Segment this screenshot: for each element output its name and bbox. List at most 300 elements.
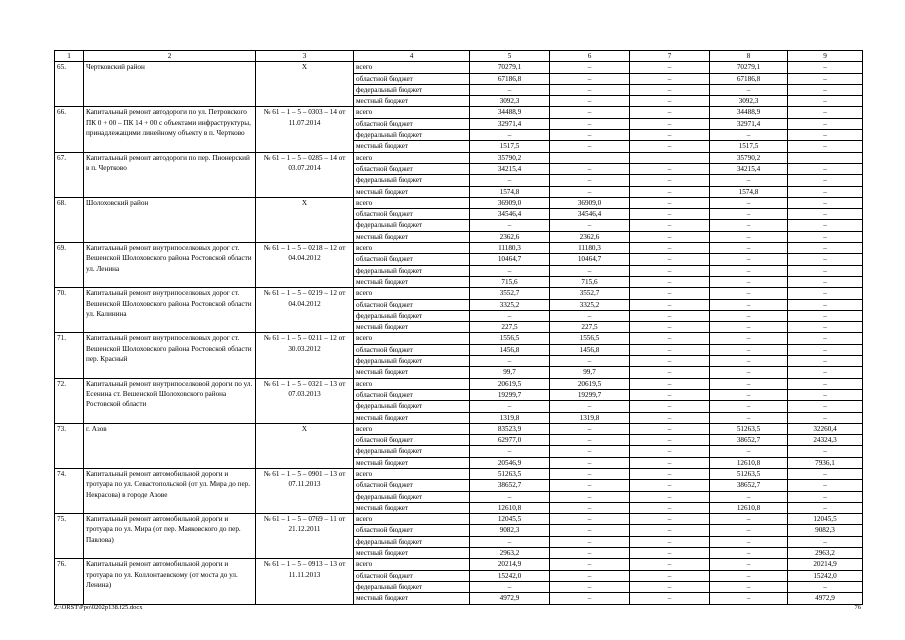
budget-type: федеральный бюджет [354,310,470,321]
amount-cell: – [710,378,788,389]
amount-cell: – [470,491,550,502]
budget-type: всего [354,243,470,254]
budget-type: областной бюджет [354,118,470,129]
row-number: 65. [55,62,84,107]
amount-cell: – [710,231,788,242]
budget-type: федеральный бюджет [354,220,470,231]
object-name: Капитальный ремонт автодороги по пер. Пионерский в п. Чертково [84,152,256,197]
amount-cell: 35790,2 [470,152,550,163]
amount-cell: – [470,220,550,231]
amount-cell: – [550,559,630,570]
amount-cell: – [550,163,630,174]
amount-cell: 35790,2 [710,152,788,163]
amount-cell: – [630,491,710,502]
amount-cell: 3325,2 [470,299,550,310]
amount-cell: – [788,96,863,107]
amount-cell: 20619,5 [470,378,550,389]
amount-cell: – [470,356,550,367]
amount-cell: – [630,130,710,141]
amount-cell: 34546,4 [470,209,550,220]
budget-type: федеральный бюджет [354,401,470,412]
budget-type: федеральный бюджет [354,581,470,592]
amount-cell: 12045,5 [470,514,550,525]
amount-cell: – [710,525,788,536]
amount-cell: – [630,514,710,525]
amount-cell: 34488,9 [470,107,550,118]
row-number: 75. [55,514,84,559]
budget-type: всего [354,152,470,163]
amount-cell: – [550,175,630,186]
object-name: Шолоховский район [84,197,256,242]
amount-cell: – [630,446,710,457]
amount-cell: – [550,96,630,107]
amount-cell: – [630,96,710,107]
amount-cell: – [550,265,630,276]
amount-cell: 12045,5 [788,514,863,525]
amount-cell: – [630,62,710,73]
amount-cell: 32971,4 [710,118,788,129]
amount-cell: – [630,73,710,84]
amount-cell: 1556,5 [470,333,550,344]
amount-cell: – [630,412,710,423]
amount-cell: – [710,401,788,412]
budget-type: федеральный бюджет [354,84,470,95]
amount-cell: – [550,356,630,367]
amount-cell: – [630,468,710,479]
amount-cell: – [630,378,710,389]
amount-cell: – [630,423,710,434]
amount-cell: 36909,0 [470,197,550,208]
table-row [55,378,863,389]
amount-cell: – [550,220,630,231]
amount-cell: – [550,62,630,73]
amount-cell: – [788,254,863,265]
amount-cell: 51263,5 [470,468,550,479]
amount-cell: – [710,310,788,321]
amount-cell: 67186,8 [710,73,788,84]
amount-cell: – [788,141,863,152]
budget-type: федеральный бюджет [354,265,470,276]
amount-cell: – [630,457,710,468]
budget-type: областной бюджет [354,163,470,174]
amount-cell: 3092,3 [710,96,788,107]
amount-cell: 715,6 [470,276,550,287]
amount-cell: – [550,514,630,525]
budget-type: областной бюджет [354,209,470,220]
amount-cell: 38652,7 [470,480,550,491]
amount-cell: – [710,265,788,276]
amount-cell: 34215,4 [710,163,788,174]
amount-cell: – [788,84,863,95]
amount-cell: – [710,446,788,457]
amount-cell: – [630,548,710,559]
amount-cell: – [788,299,863,310]
amount-cell: – [630,254,710,265]
amount-cell: 12610,8 [470,502,550,513]
amount-cell: – [550,141,630,152]
object-name: Капитальный ремонт внутрипоселковой дороги по ул. Есенина ст. Вешенской Шолоховского района Ростовской области [84,378,256,423]
amount-cell: 34546,4 [550,209,630,220]
amount-cell: 32260,4 [788,423,863,434]
budget-type: областной бюджет [354,525,470,536]
amount-cell: – [788,356,863,367]
amount-cell: 7936,1 [788,457,863,468]
budget-type: всего [354,197,470,208]
header-row [55,51,863,62]
object-name: Капитальный ремонт автомобильной дороги и тротуара по ул. Севастопольской (от ул. Мира до пер. Некрасова) в городе Азове [84,468,256,513]
budget-type: местный бюджет [354,412,470,423]
file-path: Z:\ORST\Ppo\0202p138.f25.docx [54,604,143,611]
budget-type: областной бюджет [354,570,470,581]
amount-cell: – [788,209,863,220]
budget-type: всего [354,468,470,479]
amount-cell: 715,6 [550,276,630,287]
budget-type: местный бюджет [354,141,470,152]
amount-cell: – [630,118,710,129]
amount-cell: – [788,73,863,84]
table-row [55,333,863,344]
amount-cell: 32971,4 [470,118,550,129]
amount-cell: – [470,536,550,547]
amount-cell: – [630,288,710,299]
amount-cell: – [788,107,863,118]
budget-type: федеральный бюджет [354,446,470,457]
budget-type: местный бюджет [354,322,470,333]
budget-type: всего [354,559,470,570]
amount-cell: 99,7 [550,367,630,378]
object-name: Чертковский район [84,62,256,107]
amount-cell: 1517,5 [470,141,550,152]
amount-cell: – [710,559,788,570]
amount-cell: 3552,7 [470,288,550,299]
amount-cell: – [788,389,863,400]
amount-cell: 19299,7 [550,389,630,400]
amount-cell: – [470,401,550,412]
amount-cell: – [550,186,630,197]
amount-cell: 83523,9 [470,423,550,434]
amount-cell: – [630,175,710,186]
amount-cell: – [550,548,630,559]
table-row [55,107,863,118]
amount-cell: – [788,276,863,287]
amount-cell: – [550,130,630,141]
table-row [55,559,863,570]
amount-cell: 1456,8 [470,344,550,355]
amount-cell: – [788,288,863,299]
amount-cell: – [630,559,710,570]
amount-cell: 51263,5 [710,468,788,479]
amount-cell: 62977,0 [470,435,550,446]
budget-type: федеральный бюджет [354,130,470,141]
amount-cell: – [710,570,788,581]
budget-type: местный бюджет [354,593,470,604]
table-row [55,152,863,163]
amount-cell: 34215,4 [470,163,550,174]
budget-type: всего [354,378,470,389]
budget-type: местный бюджет [354,502,470,513]
amount-cell: – [550,536,630,547]
budget-type: федеральный бюджет [354,175,470,186]
amount-cell: – [550,525,630,536]
amount-cell: – [788,344,863,355]
amount-cell: – [470,446,550,457]
amount-cell: – [630,333,710,344]
budget-type: федеральный бюджет [354,491,470,502]
amount-cell: – [550,446,630,457]
amount-cell: – [710,548,788,559]
amount-cell: 9082,3 [470,525,550,536]
expertise-number: № 61 – 1 – 5 – 0901 – 13 от 07.11.2013 [256,468,354,513]
row-number: 70. [55,288,84,333]
amount-cell: – [788,468,863,479]
row-number: 71. [55,333,84,378]
budget-type: всего [354,62,470,73]
amount-cell: – [788,186,863,197]
amount-cell: 1517,5 [710,141,788,152]
budget-type: областной бюджет [354,480,470,491]
page-number: 76 [854,604,861,611]
budget-type: местный бюджет [354,231,470,242]
row-number: 69. [55,243,84,288]
amount-cell: 3092,3 [470,96,550,107]
budget-type: областной бюджет [354,389,470,400]
expertise-number: № 61 – 1 – 5 – 0285 – 14 от 03.07.2014 [256,152,354,197]
object-name: Капитальный ремонт внутрипоселковых дорог ст. Вешенской Шолоховского района Ростовской области ул. Ленина [84,243,256,288]
amount-cell: 2362,6 [470,231,550,242]
expertise-number: № 61 – 1 – 5 – 0913 – 13 от 11.11.2013 [256,559,354,604]
expertise-number: № 61 – 1 – 5 – 0321 – 13 от 07.03.2013 [256,378,354,423]
column-header: 8 [710,51,788,62]
amount-cell: – [788,163,863,174]
amount-cell: – [470,130,550,141]
amount-cell: – [470,175,550,186]
amount-cell: – [630,435,710,446]
amount-cell: 70279,1 [710,62,788,73]
amount-cell: – [630,525,710,536]
amount-cell: 38652,7 [710,480,788,491]
amount-cell: – [470,310,550,321]
amount-cell: 19299,7 [470,389,550,400]
budget-type: федеральный бюджет [354,356,470,367]
amount-cell: – [630,401,710,412]
amount-cell: – [550,502,630,513]
amount-cell: – [630,367,710,378]
amount-cell: – [550,118,630,129]
amount-cell: 227,5 [470,322,550,333]
amount-cell: 9082,3 [788,525,863,536]
column-header: 1 [55,51,84,62]
amount-cell: 34488,9 [710,107,788,118]
amount-cell: 24324,3 [788,435,863,446]
row-number: 72. [55,378,84,423]
amount-cell: – [470,84,550,95]
amount-cell: – [788,243,863,254]
amount-cell: – [710,536,788,547]
amount-cell: – [550,570,630,581]
amount-cell: – [710,344,788,355]
row-number: 66. [55,107,84,152]
amount-cell: – [630,356,710,367]
amount-cell: 4972,9 [788,593,863,604]
amount-cell: – [550,468,630,479]
amount-cell: – [550,423,630,434]
amount-cell: – [550,401,630,412]
column-header: 3 [256,51,354,62]
amount-cell: – [470,265,550,276]
amount-cell: – [788,310,863,321]
amount-cell [630,152,710,163]
amount-cell: – [788,412,863,423]
table-row [55,62,863,73]
amount-cell: – [630,581,710,592]
expertise-number: № 61 – 1 – 5 – 0303 – 14 от 11.07.2014 [256,107,354,152]
amount-cell: – [710,593,788,604]
amount-cell: – [630,276,710,287]
amount-cell: – [630,310,710,321]
budget-type: областной бюджет [354,299,470,310]
expertise-number: Х [256,197,354,242]
amount-cell: – [710,367,788,378]
amount-cell: – [550,491,630,502]
amount-cell: – [788,197,863,208]
amount-cell: – [788,231,863,242]
budget-type: местный бюджет [354,548,470,559]
amount-cell: – [710,175,788,186]
amount-cell: 2963,2 [788,548,863,559]
amount-cell: – [630,231,710,242]
amount-cell: 1456,8 [550,344,630,355]
amount-cell: – [630,322,710,333]
amount-cell: – [630,299,710,310]
budget-type: местный бюджет [354,96,470,107]
amount-cell: – [710,333,788,344]
row-number: 68. [55,197,84,242]
amount-cell: – [710,299,788,310]
amount-cell: – [630,163,710,174]
amount-cell: – [788,480,863,491]
object-name: г. Азов [84,423,256,468]
amount-cell: 67186,8 [470,73,550,84]
amount-cell: 20214,9 [470,559,550,570]
amount-cell: – [788,367,863,378]
row-number: 73. [55,423,84,468]
amount-cell: – [630,220,710,231]
amount-cell: – [630,389,710,400]
table-row [55,514,863,525]
table-row [55,423,863,434]
amount-cell: – [788,401,863,412]
amount-cell: 3325,2 [550,299,630,310]
amount-cell: – [788,62,863,73]
amount-cell: – [788,536,863,547]
amount-cell: – [630,243,710,254]
budget-type: местный бюджет [354,367,470,378]
amount-cell: 10464,7 [550,254,630,265]
object-name: Капитальный ремонт автодороги по ул. Петровского ПК 0 + 00 – ПК 14 + 00 с объектами инфраструктуры, принадлежащими линейному объекту в п. Чертково [84,107,256,152]
column-header: 9 [788,51,863,62]
amount-cell: – [710,243,788,254]
expertise-number: № 61 – 1 – 5 – 0769 – 11 от 21.12.2011 [256,514,354,559]
amount-cell: 20546,9 [470,457,550,468]
amount-cell: – [788,118,863,129]
budget-type: местный бюджет [354,186,470,197]
amount-cell: 99,7 [470,367,550,378]
budget-type: областной бюджет [354,73,470,84]
amount-cell: 10464,7 [470,254,550,265]
expertise-number: Х [256,62,354,107]
amount-cell: – [788,265,863,276]
budget-type: федеральный бюджет [354,536,470,547]
amount-cell: 1319,8 [550,412,630,423]
amount-cell: 38652,7 [710,435,788,446]
amount-cell: 1574,8 [710,186,788,197]
amount-cell: – [550,73,630,84]
amount-cell: – [710,220,788,231]
amount-cell: – [550,457,630,468]
amount-cell: 12610,8 [710,502,788,513]
amount-cell: – [710,130,788,141]
amount-cell: – [710,322,788,333]
amount-cell: 1574,8 [470,186,550,197]
expertise-number: № 61 – 1 – 5 – 0218 – 12 от 04.04.2012 [256,243,354,288]
row-number: 74. [55,468,84,513]
amount-cell: 227,5 [550,322,630,333]
amount-cell: – [710,389,788,400]
object-name: Капитальный ремонт автомобильной дороги и тротуара по ул. Мира (от пер. Маяковского до пер. Павлова) [84,514,256,559]
amount-cell: – [710,288,788,299]
amount-cell: – [710,514,788,525]
amount-cell: 1556,5 [550,333,630,344]
amount-cell: 3552,7 [550,288,630,299]
table-row [55,288,863,299]
amount-cell: – [550,107,630,118]
amount-cell: – [788,175,863,186]
amount-cell: – [710,276,788,287]
amount-cell: – [788,130,863,141]
column-header: 2 [84,51,256,62]
amount-cell: – [630,209,710,220]
column-header: 7 [630,51,710,62]
amount-cell: 2963,2 [470,548,550,559]
budget-type: местный бюджет [354,276,470,287]
amount-cell: 12610,8 [710,457,788,468]
amount-cell: 20619,5 [550,378,630,389]
budget-type: всего [354,514,470,525]
amount-cell: 11180,3 [550,243,630,254]
amount-cell: – [630,107,710,118]
amount-cell: – [630,570,710,581]
table-row [55,243,863,254]
expertise-number: № 61 – 1 – 5 – 0219 – 12 от 04.04.2012 [256,288,354,333]
table-row [55,197,863,208]
row-number: 76. [55,559,84,604]
amount-cell [788,152,863,163]
amount-cell: – [550,310,630,321]
column-header: 4 [354,51,470,62]
amount-cell: – [788,581,863,592]
amount-cell: – [630,84,710,95]
amount-cell: 20214,9 [788,559,863,570]
amount-cell: – [710,84,788,95]
row-number: 67. [55,152,84,197]
amount-cell: – [710,209,788,220]
amount-cell: – [710,197,788,208]
object-name: Капитальный ремонт внутрипоселковых дорог ст. Вешенской Шолоховского района Ростовской области пер. Красный [84,333,256,378]
amount-cell: – [788,491,863,502]
budget-type: всего [354,333,470,344]
column-header: 6 [550,51,630,62]
budget-table [54,50,863,605]
